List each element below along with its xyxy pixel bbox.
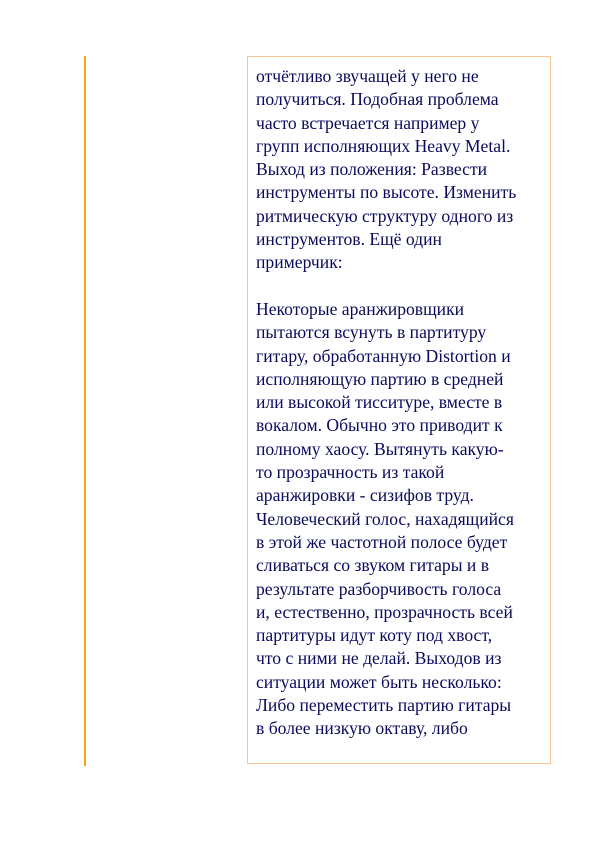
text-line: полному хаосу. Вытянуть какую- — [256, 438, 504, 459]
text-line: и, естественно, прозрачность всей — [256, 601, 513, 622]
text-line: партитуры идут коту под хвост, — [256, 625, 493, 646]
text-line: отчётливо звучащей у него не — [256, 66, 479, 86]
text-line: Некоторые аранжировщики — [256, 298, 465, 319]
text-line: что с ними не делай. Выходов из — [256, 648, 502, 669]
text-line: исполняющую партию в средней — [256, 368, 504, 389]
text-line: часто встречается например у — [256, 112, 480, 133]
text-line: в более низкую октаву, либо — [256, 718, 468, 739]
text-line: то прозрачность из такой — [256, 462, 445, 483]
text-line: примерчик: — [256, 252, 343, 273]
text-line: инструментов. Ещё один — [256, 229, 442, 250]
text-line: или высокой тисситуре, вместе в — [256, 392, 503, 413]
text-line: ситуации может быть несколько: — [256, 671, 502, 692]
text-line: сливаться со звуком гитары и в — [256, 555, 490, 576]
text-line: в этой же частотной полосе будет — [256, 531, 508, 552]
text-line: пытаются всунуть в партитуру — [256, 322, 487, 343]
text-line: Человеческий голос, нахадящийся — [256, 508, 514, 529]
text-line: Либо переместить партию гитары — [256, 695, 512, 716]
text-line: гитару, обработанную Distortion и — [256, 345, 511, 366]
text-line: результате разборчивость голоса — [256, 578, 502, 599]
paragraph-1 — [256, 65, 544, 275]
text-line: вокалом. Обычно это приводит к — [256, 415, 503, 436]
paragraph-2 — [256, 298, 544, 741]
left-margin-rule — [84, 56, 86, 766]
text-line: инструменты по высоте. Изменить — [256, 182, 517, 203]
text-line: Выход из положения: Развести — [256, 159, 488, 180]
text-line: ритмическую структуру одного из — [256, 205, 514, 226]
text-line: групп исполняющих Heavy Metal. — [256, 135, 511, 156]
text-line: аранжировки - сизифов труд. — [256, 485, 474, 506]
text-line: получиться. Подобная проблема — [256, 89, 499, 110]
text-column — [247, 56, 551, 764]
